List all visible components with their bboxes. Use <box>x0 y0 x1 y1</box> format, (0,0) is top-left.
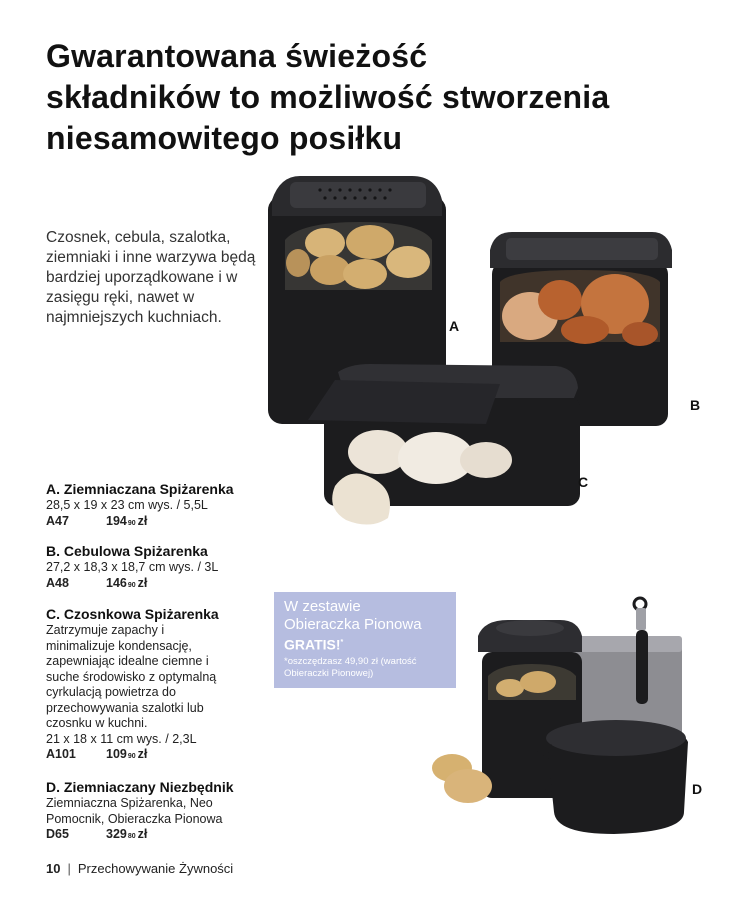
product-b-price <box>46 576 276 594</box>
product-c-detail-1: Zatrzymuje zapachy i <box>46 623 165 637</box>
product-d-name: D. Ziemniaczany Niezbędnik <box>46 779 234 795</box>
product-c-detail-5: cyrkulacją powietrza do <box>46 685 176 699</box>
product-c-name: C. Czosnkowa Spiżarenka <box>46 606 219 622</box>
product-a-detail: 28,5 x 19 x 23 cm wys. / 5,5L <box>46 498 208 512</box>
title-line-1: Gwarantowana świeżość <box>46 38 428 74</box>
product-d-price <box>46 827 276 845</box>
product-b-code: A48 <box>46 575 69 590</box>
intro-paragraph: Czosnek, cebula, szalotka, ziemniaki i inne warzywa będą bardziej uporządkowane i w zasięgu ręki, nawet w najmniejszych kuchniach. <box>46 229 256 326</box>
product-c-price-whole: 109 <box>106 747 127 761</box>
label-a: A <box>449 318 460 334</box>
product-a <box>46 480 276 531</box>
product-c-price-cents: 90 <box>127 753 136 760</box>
set-d-image <box>432 598 688 834</box>
product-b-name: B. Cebulowa Spiżarenka <box>46 543 208 559</box>
product-c <box>46 605 276 765</box>
product-d-code: D65 <box>46 827 69 841</box>
product-b <box>46 542 276 593</box>
product-c-detail-7: czosnku w kuchni. <box>46 716 148 730</box>
product-b-price-cents: 90 <box>127 581 136 589</box>
promo-line-1: W zestawie <box>284 598 361 615</box>
promo-note: *oszczędzasz 49,90 zł (wartość Obieraczki Pionowej) <box>284 655 417 679</box>
section-name: Przechowywanie Żywności <box>77 861 234 876</box>
product-d-currency: zł <box>137 827 148 841</box>
label-c: C <box>578 474 589 490</box>
product-a-code: A47 <box>46 513 69 528</box>
product-c-currency: zł <box>137 747 148 761</box>
product-b-detail: 27,2 x 18,3 x 18,7 cm wys. / 3L <box>46 560 219 574</box>
product-c-code: A101 <box>46 747 76 761</box>
product-a-name: A. Ziemniaczana Spiżarenka <box>46 481 234 497</box>
product-a-price-cents: 90 <box>127 519 136 527</box>
product-d-detail-1: Ziemniaczna Spiżarenka, Neo <box>46 796 213 810</box>
product-c-detail-3: zapewniając idealne ciemne i <box>46 654 209 668</box>
promo-box <box>274 592 456 688</box>
product-a-price <box>46 514 276 532</box>
product-c-price <box>46 747 276 765</box>
promo-footnote-mark: * <box>340 639 344 646</box>
label-b: B <box>690 397 701 413</box>
product-c-detail-2: minimalizuje kondensację, <box>46 638 192 653</box>
title-line-3: niesamowitego posiłku <box>46 120 403 156</box>
product-d-price-cents: 80 <box>127 833 136 840</box>
product-d <box>46 778 276 845</box>
promo-line-2: Obieraczka Pionowa <box>284 616 422 633</box>
page-footer <box>46 861 233 876</box>
product-b-price-whole: 146 <box>106 575 127 590</box>
container-c-image <box>308 364 580 525</box>
promo-gratis-text: GRATIS! <box>284 636 341 653</box>
promo-gratis <box>284 634 446 654</box>
title-line-2: składników to możliwość stworzenia <box>46 79 610 115</box>
label-d: D <box>692 781 703 797</box>
product-c-detail-6: przechowywania szalotki lub <box>46 700 204 715</box>
page-number: 10 <box>46 861 61 876</box>
product-c-detail-8: 21 x 18 x 11 cm wys. / 2,3L <box>46 731 197 746</box>
product-b-currency: zł <box>137 575 148 590</box>
product-a-currency: zł <box>137 513 148 528</box>
product-d-price-whole: 329 <box>106 827 127 841</box>
product-c-detail-4: suche środowisko z optymalną <box>46 669 217 684</box>
product-d-detail-2: Pomocnik, Obieraczka Pionowa <box>46 811 223 826</box>
footer-separator: | <box>67 861 71 876</box>
product-a-price-whole: 194 <box>106 513 127 528</box>
